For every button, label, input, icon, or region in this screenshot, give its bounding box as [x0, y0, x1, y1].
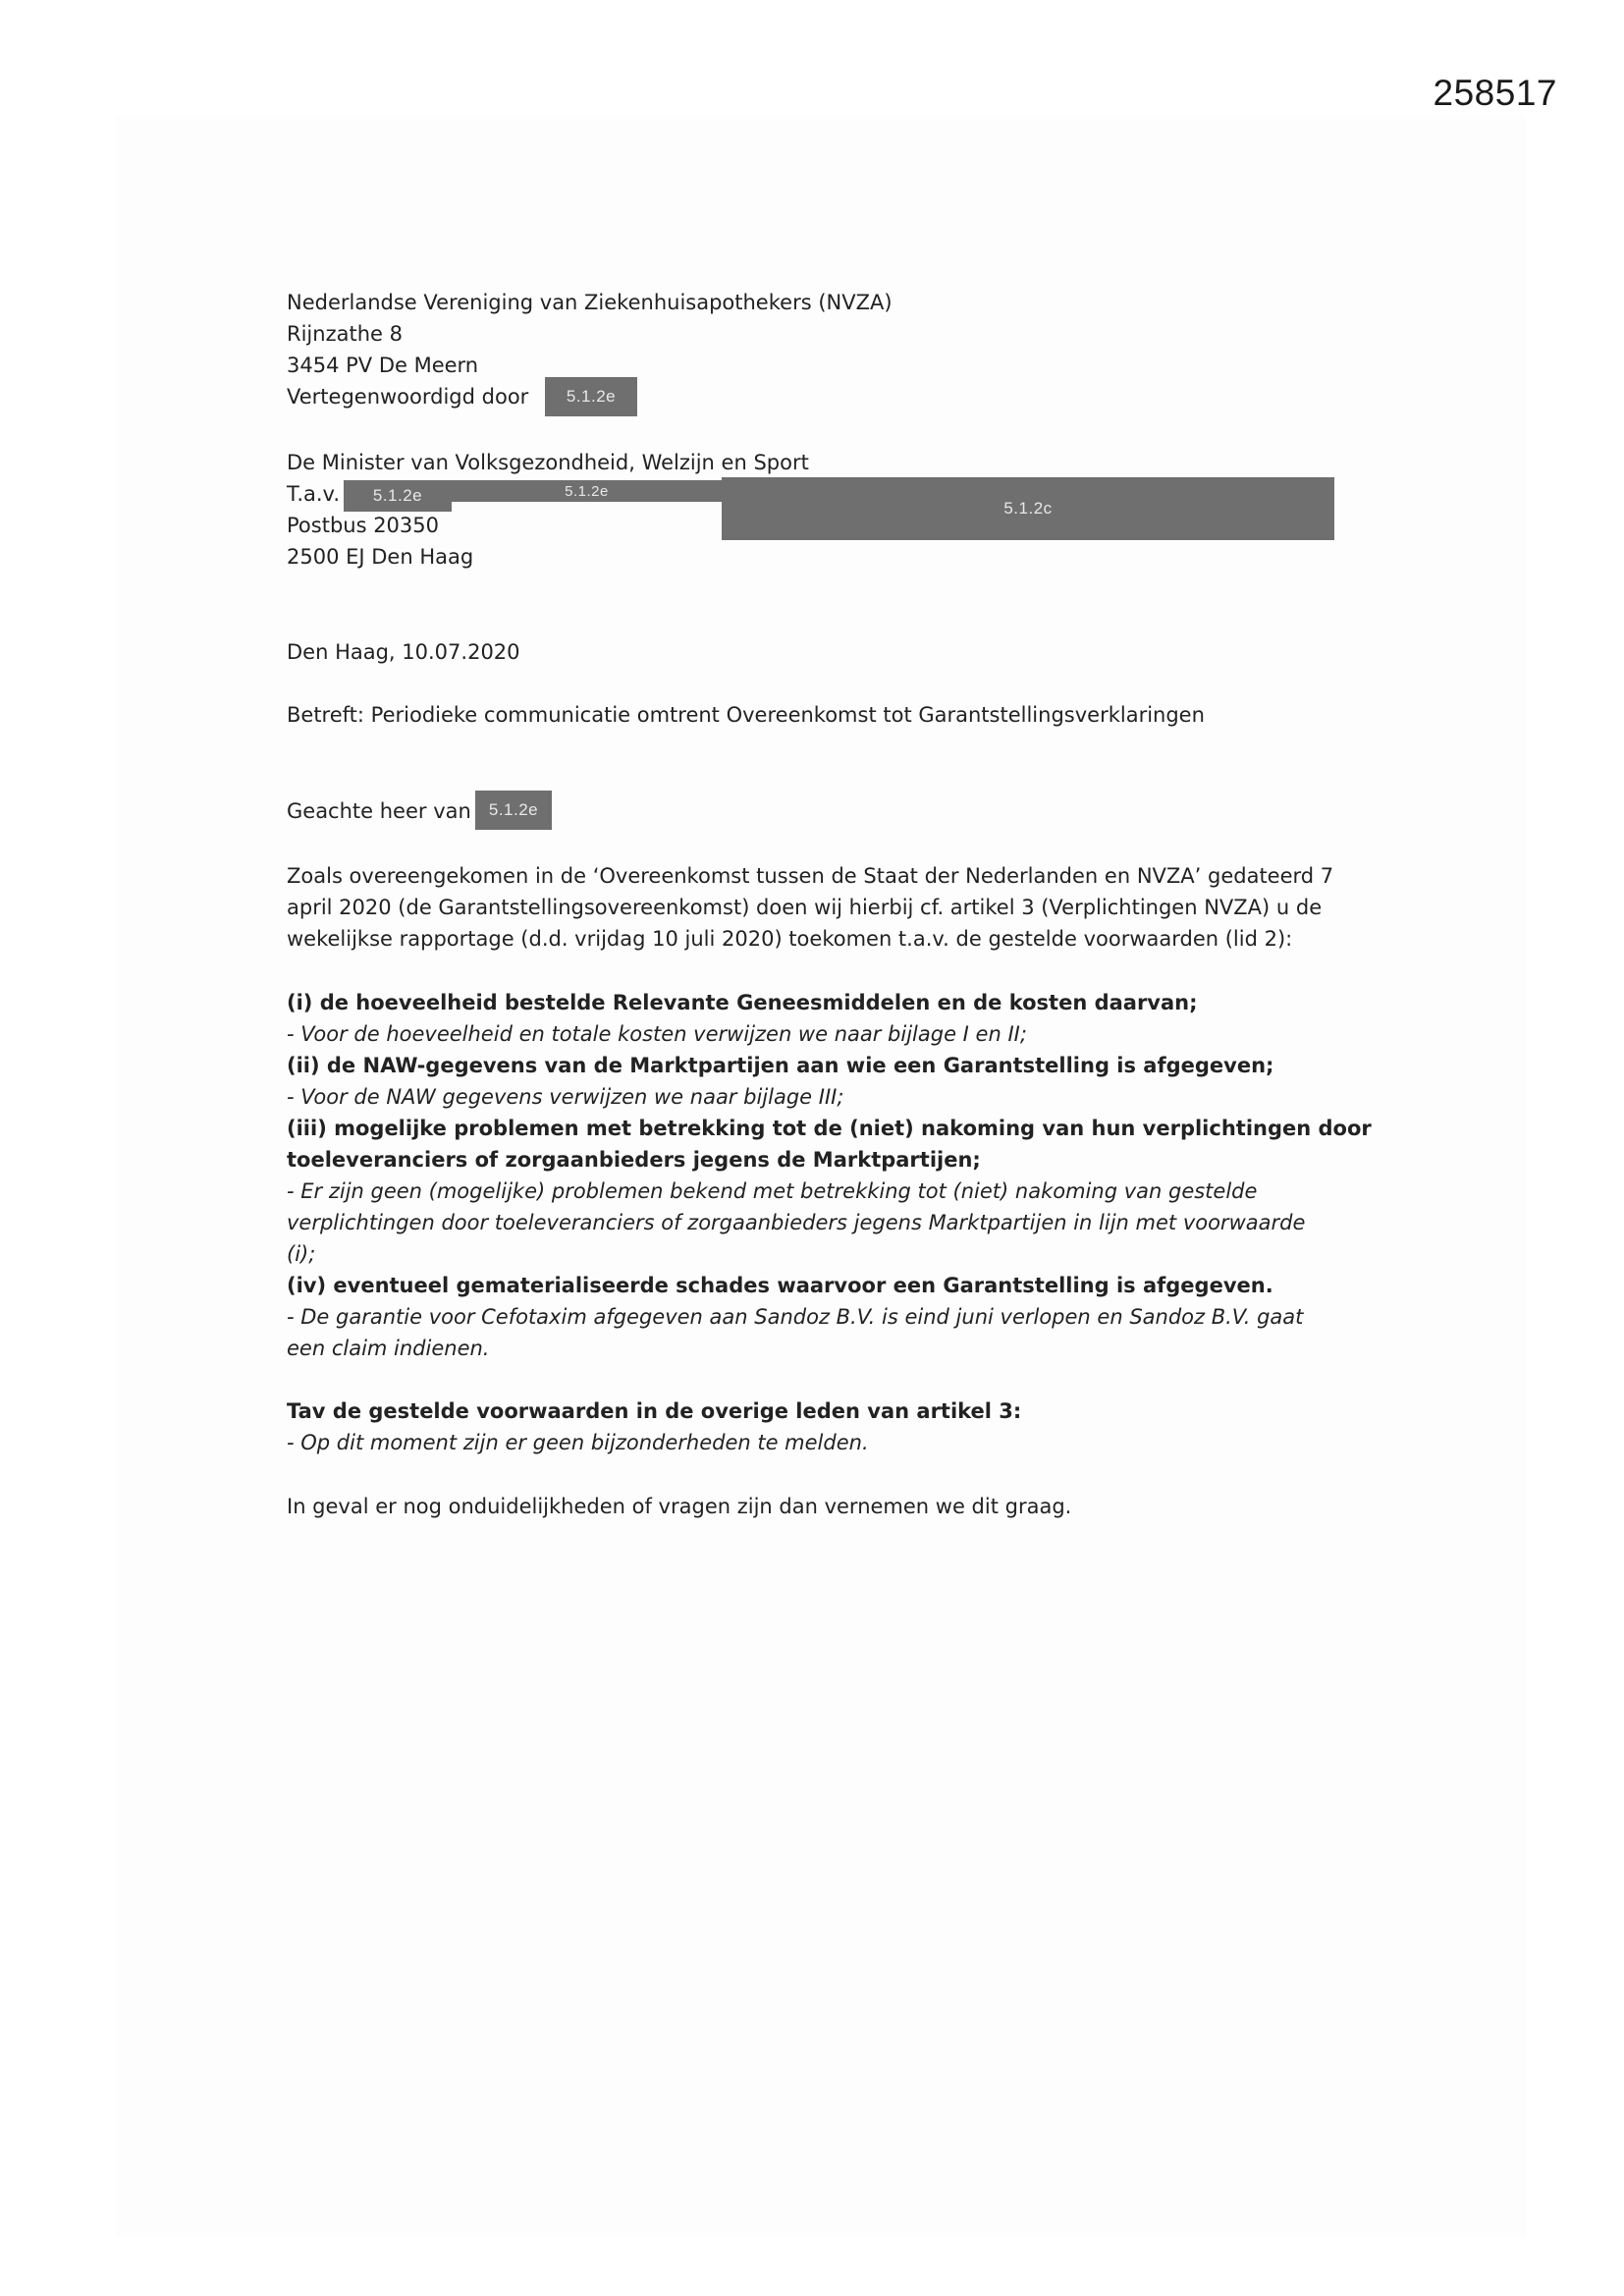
- redaction-box: 5.1.2e: [452, 480, 722, 502]
- condition-iv-title: (iv) eventueel gematerialiseerde schades waarvoor een Garantstelling is afgegeven.: [287, 1274, 1273, 1297]
- condition-iv-note: - De garantie voor Cefotaxim afgegeven aan Sandoz B.V. is eind juni verlopen en Sandoz B.V. gaat: [287, 1305, 1304, 1329]
- recipient-attn: T.a.v.: [287, 482, 341, 506]
- closing-line: In geval er nog onduidelijkheden of vragen zijn dan vernemen we dit graag.: [287, 1495, 1072, 1518]
- document-number: 258517: [1433, 73, 1557, 113]
- recipient-name: De Minister van Volksgezondheid, Welzijn en Sport: [287, 451, 809, 474]
- other-note: - Op dit moment zijn er geen bijzonderheden te melden.: [287, 1431, 869, 1454]
- sender-name: Nederlandse Vereniging van Ziekenhuisapothekers (NVZA): [287, 291, 893, 314]
- sender-represented-by: Vertegenwoordigd door: [287, 385, 529, 409]
- recipient-city: 2500 EJ Den Haag: [287, 545, 474, 569]
- redaction-box: 5.1.2e: [475, 791, 552, 830]
- conditions-list: [287, 987, 1372, 1364]
- other-heading: Tav de gestelde voorwaarden in de overige leden van artikel 3:: [287, 1399, 1022, 1423]
- redaction-box: 5.1.2e: [344, 480, 452, 512]
- condition-iii-title: toeleveranciers of zorgaanbieders jegens de Marktpartijen;: [287, 1148, 981, 1172]
- condition-ii-title: (ii) de NAW-gegevens van de Marktpartijen aan wie een Garantstelling is afgegeven;: [287, 1054, 1274, 1077]
- condition-iii-title: (iii) mogelijke problemen met betrekking tot de (niet) nakoming van hun verplichtingen door: [287, 1117, 1372, 1140]
- sender-city: 3454 PV De Meern: [287, 354, 479, 377]
- subject-line: Betreft: Periodieke communicatie omtrent Overeenkomst tot Garantstellingsverklaringen: [287, 703, 1205, 727]
- salutation: Geachte heer van: [287, 799, 471, 823]
- intro-line: wekelijkse rapportage (d.d. vrijdag 10 juli 2020) toekomen t.a.v. de gestelde voorwaarden (lid 2):: [287, 927, 1293, 951]
- sender-street: Rijnzathe 8: [287, 322, 403, 346]
- recipient-postbox: Postbus 20350: [287, 514, 439, 537]
- condition-iii-note: - Er zijn geen (mogelijke) problemen bekend met betrekking tot (niet) nakoming van gestelde: [287, 1179, 1258, 1203]
- condition-i-note: - Voor de hoeveelheid en totale kosten verwijzen we naar bijlage I en II;: [287, 1022, 1027, 1046]
- intro-line: Zoals overeengekomen in de ‘Overeenkomst tussen de Staat der Nederlanden en NVZA’ gedateerd 7: [287, 864, 1334, 888]
- condition-iv-note: een claim indienen.: [287, 1337, 490, 1360]
- intro-line: april 2020 (de Garantstellingsovereenkomst) doen wij hierbij cf. artikel 3 (Verplichtingen NVZA) u de: [287, 896, 1323, 919]
- redaction-box: 5.1.2e: [545, 377, 637, 416]
- condition-i-title: (i) de hoeveelheid bestelde Relevante Geneesmiddelen en de kosten daarvan;: [287, 991, 1198, 1014]
- condition-ii-note: - Voor de NAW gegevens verwijzen we naar bijlage III;: [287, 1085, 844, 1109]
- other-section: [287, 1395, 1021, 1458]
- redaction-box: 5.1.2c: [722, 477, 1334, 540]
- intro-paragraph: [287, 860, 1333, 955]
- date-line: Den Haag, 10.07.2020: [287, 640, 520, 664]
- condition-iii-note: verplichtingen door toeleveranciers of zorgaanbieders jegens Marktpartijen in lijn met voorwaarde: [287, 1211, 1306, 1234]
- condition-iii-note: (i);: [287, 1242, 316, 1266]
